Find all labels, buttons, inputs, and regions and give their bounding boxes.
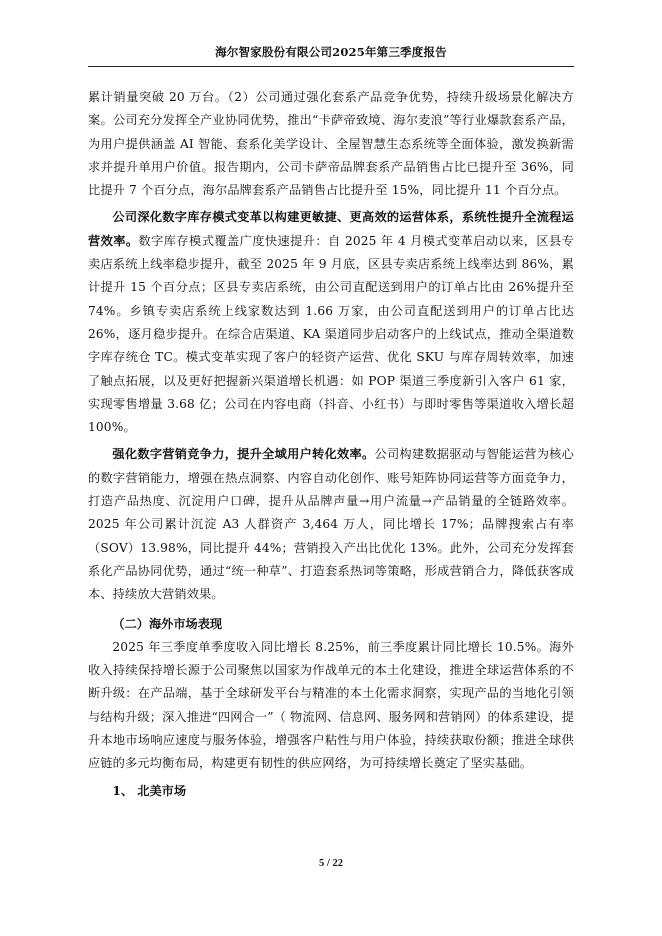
- paragraph-digital-marketing: [88, 443, 574, 606]
- paragraph-body-digital-marketing: 公司构建数据驱动与智能运营为核心的数字营销能力，增强在热点洞察、内容自动化创作、账号矩阵协同运营等方面竞争力，打造产品热度、沉淀用户口碑，提升从品牌声量→用户流量→产品销量的全链路效率。2025 年公司累计沉淀 A3 人群资产 3,464 万人，同比增长 17%；品牌搜索占有率（SOV）13.98%，同比提升 44%；营销投入产出比优化 13%。此外，公司充分发挥套系化产品协同优势，通过“统一种草”、打造套系热词等策略，形成营销合力，降低获客成本、持续放大营销效果。: [88, 447, 574, 602]
- paragraph-overseas-performance: 2025 年三季度单季度收入同比增长 8.25%，前三季度累计同比增长 10.5%。海外收入持续保持增长源于公司聚焦以国家为作战单元的本土化建设，推进全球运营体系的不断升级：在产品端，基于全球研发平台与精准的本土化需求洞察，实现产品的当地化引领与结构升级；深入推进“四网合一”（ 物流网、信息网、服务网和营销网）的体系建设，提升本地市场响应速度与服务体验，增强客户粘性与用户体验，持续获取份额；推进全球供应链的多元均衡布局，构建更有韧性的供应网络，为可持续增长奠定了坚实基础。: [88, 639, 574, 771]
- paragraph-package-products: 累计销量突破 20 万台。（2）公司通过强化套系产品竞争优势，持续升级场景化解决方案。公司充分发挥全产业协同优势，推出“卡萨帝致境、海尔麦浪”等行业爆款套系产品，为用户提供涵盖 AI 智能、套系化美学设计、全屋智慧生态系统等全面体验，激发换新需求并提升单用户价值。报告期内，公司卡萨帝品牌套系产品销售占比已提升至 36%，同比提升 7 个百分点，海尔品牌套系产品销售占比提升至 15%，同比提升 11 个百分点。: [88, 90, 574, 198]
- subsection-heading-north-america: 1、 北美市场: [112, 783, 187, 798]
- paragraph-digital-inventory: [88, 206, 574, 439]
- paragraph-body-digital-inventory: 数字库存模式覆盖广度快速提升：自 2025 年 4 月模式变革启动以来，区县专卖店系统上线率稳步提升，截至 2025 年 9 月底，区县专卖店系统上线率达到 86%，累计提升 15 个百分点；区县专卖店系统，由公司直配送到用户的订单占比由 26%提升至 74%。乡镇专卖店系统上线家数达到 1.66 万家，由公司直配送到用户的订单占比达 26%，逐月稳步提升。在综合店渠道、KA 渠道同步启动客户的上线试点，推动全渠道数字库存统仓 TC。模式变革实现了客户的轻资产运营、优化 SKU 与库存周转效率，加速了触点拓展，以及更好把握新兴渠道增长机遇：如 POP 渠道三季度新引入客户 61 家，实现零售增量 3.68 亿；公司在内容电商（抖音、小红书）与即时零售等渠道收入增长超 100%。: [88, 233, 574, 435]
- page-number: 5 / 22: [319, 858, 343, 869]
- section-heading-overseas: （二）海外市场表现: [112, 616, 223, 631]
- paragraph-lead-digital-inventory: 公司深化数字库存模式变革以构建更敏捷、更高效的运营体系，系统性提升全流程运营效率。: [88, 210, 574, 248]
- page-header: 海尔智家股份有限公司2025年第三季度报告: [88, 44, 574, 67]
- paragraph-lead-digital-marketing: 强化数字营销竞争力，提升全域用户转化效率。: [112, 447, 375, 462]
- page-content: [88, 86, 574, 803]
